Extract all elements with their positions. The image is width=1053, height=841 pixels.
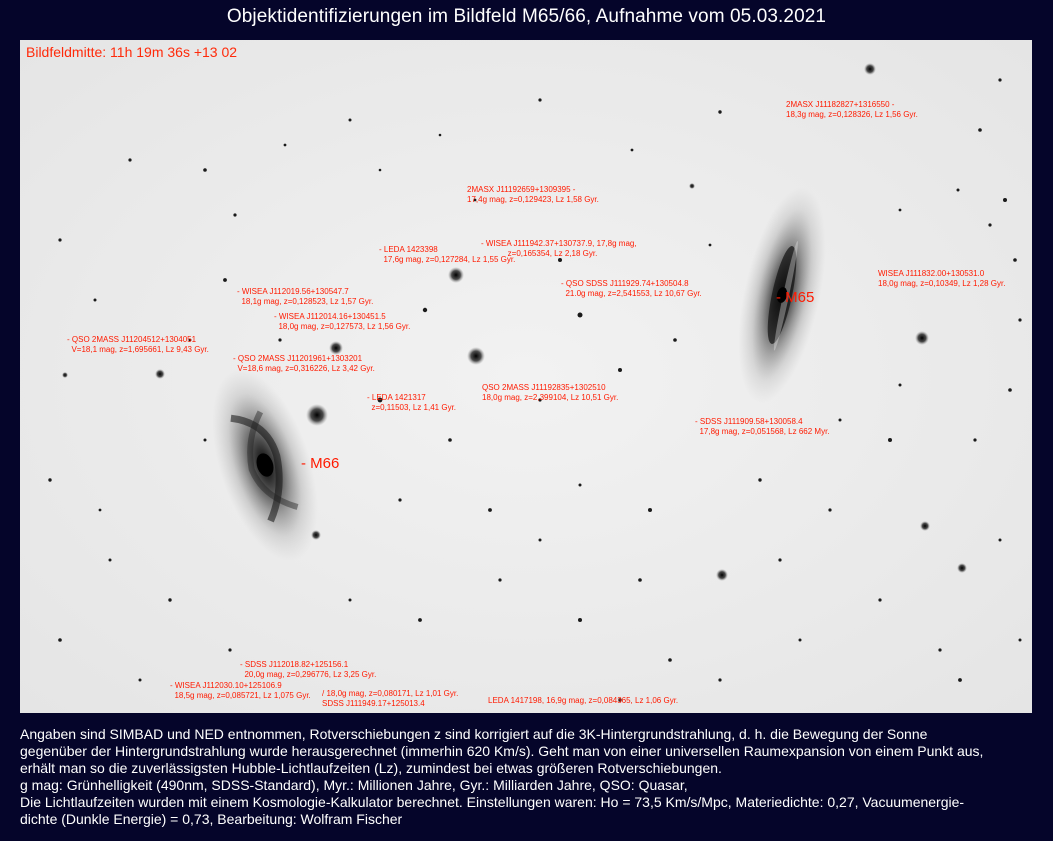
sky-image (20, 40, 1032, 713)
star-field (20, 40, 1032, 713)
note-line: erhält man so die zuverlässigsten Hubble-Lichtlaufzeiten (Lz), zumindest bei etwas größeren Rotverschiebungen. (20, 760, 722, 776)
object-label: 2MASX J11192659+1309395 - 17,4g mag, z=0,129423, Lz 1,58 Gyr. (467, 185, 599, 204)
note-line: Die Lichtlaufzeiten wurden mit einem Kosmologie-Kalkulator berechnet. Einstellungen waren: Ho = 73,5 Km/s/Mpc, Materiedichte: 0,27, Vacuumenergie- (20, 794, 965, 810)
object-label: - WISEA J112014.16+130451.5 18,0g mag, z=0,127573, Lz 1,56 Gyr. (274, 312, 411, 331)
object-label: - QSO 2MASS J11204512+1304051 V=18,1 mag, z=1,695661, Lz 9,43 Gyr. (67, 335, 209, 354)
object-label: - SDSS J111909.58+130058.4 17,8g mag, z=0,051568, Lz 662 Myr. (695, 417, 830, 436)
object-label: QSO 2MASS J11192835+1302510 18,0g mag, z=2,399104, Lz 10,51 Gyr. (482, 383, 619, 402)
object-label: - QSO SDSS J111929.74+130504.8 21.0g mag, z=2,541553, Lz 10,67 Gyr. (561, 279, 702, 298)
note-line: gegenüber der Hintergrundstrahlung wurde herausgerechnet (immerhin 620 Km/s). Geht man von einer universellen Raumexpansion von einem Punkt aus, (20, 743, 984, 759)
page-title: Objektidentifizierungen im Bildfeld M65/66, Aufnahme vom 05.03.2021 (226, 6, 827, 27)
m65-label: - M65 (776, 289, 815, 306)
object-label: LEDA 1417198, 16,9g mag, z=0,084365, Lz 1,06 Gyr. (488, 696, 679, 705)
object-label: - LEDA 1423398 17,6g mag, z=0,127284, Lz 1,55 Gyr. (379, 245, 516, 264)
object-label: - WISEA J112030.10+125106.9 18,5g mag, z=0,085721, Lz 1,075 Gyr. (170, 681, 311, 700)
object-label: - WISEA J111942.37+130737.9, 17,8g mag, z=0,165354, Lz 2,18 Gyr. (481, 239, 637, 258)
object-label: WISEA J111832.00+130531.0 18,0g mag, z=0,10349, Lz 1,28 Gyr. (878, 269, 1006, 288)
object-label: / 18,0g mag, z=0,080171, Lz 1,01 Gyr. SDSS J111949.17+125013.4 (322, 689, 459, 708)
object-label: - SDSS J112018.82+125156.1 20,0g mag, z=0,296776, Lz 3,25 Gyr. (240, 660, 377, 679)
note-line: g mag: Grünhelligkeit (490nm, SDSS-Standard), Myr.: Millionen Jahre, Gyr.: Milliarden Jahre, QSO: Quasar, (20, 777, 688, 793)
note-line: dichte (Dunkle Energie) = 0,73, Bearbeitung: Wolfram Fischer (20, 811, 403, 827)
m66-label: - M66 (301, 455, 340, 472)
field-center-label: Bildfeldmitte: 11h 19m 36s +13 02 (26, 44, 238, 60)
object-label: - LEDA 1421317 z=0,11503, Lz 1,41 Gyr. (367, 393, 457, 412)
object-label: - QSO 2MASS J11201961+1303201 V=18,6 mag, z=0,316226, Lz 3,42 Gyr. (233, 354, 375, 373)
note-line: Angaben sind SIMBAD und NED entnommen, Rotverschiebungen z sind korrigiert auf die 3K-Hintergrundstrahlung, d. h. die Bewegung der Sonne (20, 726, 928, 742)
object-label: 2MASX J11182827+1316550 - 18,3g mag, z=0,128326, Lz 1,56 Gyr. (786, 100, 918, 119)
description-notes (20, 726, 1035, 828)
object-label: - WISEA J112019.56+130547.7 18,1g mag, z=0,128523, Lz 1,57 Gyr. (237, 287, 374, 306)
